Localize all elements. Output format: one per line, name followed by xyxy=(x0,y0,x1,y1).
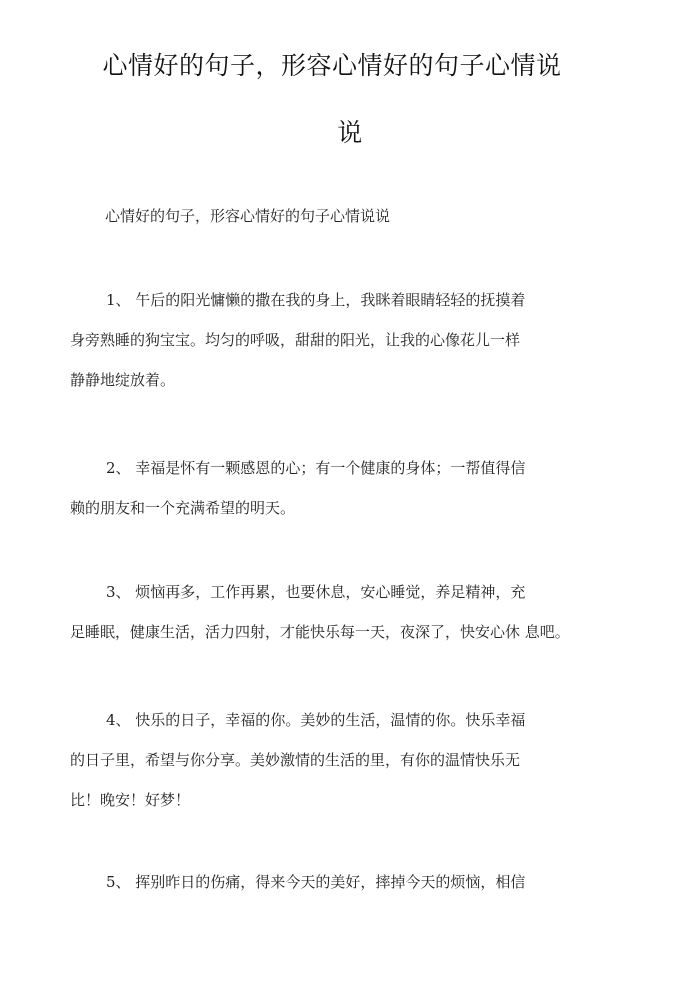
paragraph-line: 赖的朋友和一个充满希望的明天。 xyxy=(70,499,296,517)
page-title-continuation: 说 xyxy=(337,118,363,147)
paragraph-line: 足睡眠，健康生活，活力四射，才能快乐每一天，夜深了，快安心休 息吧。 xyxy=(70,623,570,641)
paragraph-line: 静静地绽放着。 xyxy=(70,371,176,389)
page-title: 心情好的句子，形容心情好的句子心情说 xyxy=(102,51,562,80)
paragraph-line: 身旁熟睡的狗宝宝。均匀的呼吸，甜甜的阳光，让我的心像花儿一样 xyxy=(70,331,521,349)
paragraph-line: 4、 快乐的日子，幸福的你。美妙的生活，温情的你。快乐幸福 xyxy=(106,711,526,729)
paragraph-5 xyxy=(70,862,630,902)
paragraph-3 xyxy=(70,572,630,652)
paragraph-2 xyxy=(70,448,630,528)
paragraph-1 xyxy=(70,280,630,400)
paragraph-line: 2、 幸福是怀有一颗感恩的心；有一个健康的身体；一帮值得信 xyxy=(106,459,526,477)
paragraph-line: 3、 烦恼再多，工作再累，也要休息，安心睡觉，养足精神，充 xyxy=(106,583,526,601)
paragraph-4 xyxy=(70,700,630,820)
document-subtitle: 心情好的句子，形容心情好的句子心情说说 xyxy=(105,207,391,225)
paragraph-line: 1、 午后的阳光慵懒的撒在我的身上，我眯着眼睛轻轻的抚摸着 xyxy=(106,291,526,309)
paragraph-line: 比！晚安！好梦！ xyxy=(70,791,191,809)
paragraph-line: 的日子里，希望与你分享。美妙激情的生活的里，有你的温情快乐无 xyxy=(70,751,521,769)
paragraph-line: 5、 挥别昨日的伤痛，得来今天的美好，摔掉今天的烦恼，相信 xyxy=(106,873,526,891)
